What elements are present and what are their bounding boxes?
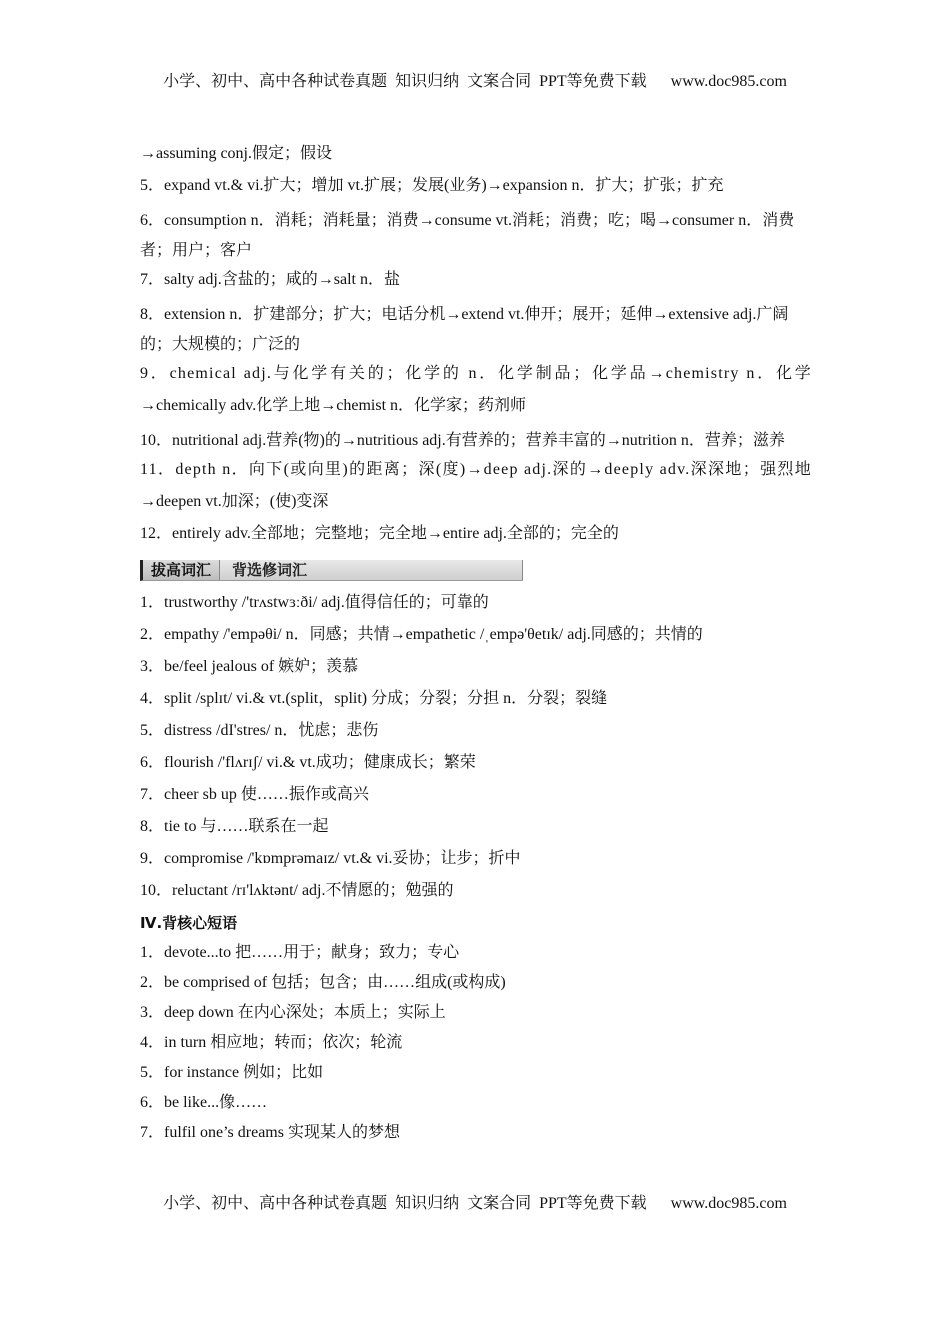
vocab-line: 9．chemical adj.与化学有关的；化学的 n．化学制品；化学品→chemistry n．化学 — [140, 365, 812, 382]
vocab-line: 6．consumption n．消耗；消耗量；消费→consume vt.消耗；消费；吃；喝→consumer n．消费者；用户；客户 — [140, 212, 795, 259]
vocab-line: 3．be/feel jealous of 嫉妒；羡慕 — [140, 658, 359, 675]
vocab-line: 11．depth n．向下(或向里)的距离；深(度)→deep adj.深的→deeply adv.深深地；强烈地 — [140, 461, 812, 478]
vocab-line: 12．entirely adv.全部地；完整地；完全地→entire adj.全部的；完全的 — [140, 525, 619, 542]
phrase-line: 4．in turn 相应地；转而；依次；轮流 — [140, 1034, 403, 1051]
banner-endcap — [522, 560, 523, 580]
vocab-line: 9．compromise /'kɒmprəmaɪz/ vt.& vi.妥协；让步；折中 — [140, 850, 521, 867]
vocab-line: 6．flourish /'flʌrɪʃ/ vi.& vt.成功；健康成长；繁荣 — [140, 754, 476, 771]
page-footer: 小学、初中、高中各种试卷真题 知识归纳 文案合同 PPT等免费下载 www.doc985.com — [163, 1195, 787, 1212]
page-header: 小学、初中、高中各种试卷真题 知识归纳 文案合同 PPT等免费下载 www.doc985.com — [163, 73, 787, 90]
banner-subtitle: 背选修词汇 — [232, 561, 308, 579]
phrase-line: 1．devote...to 把……用于；献身；致力；专心 — [140, 944, 460, 961]
phrase-line: 6．be like...像…… — [140, 1094, 268, 1111]
section-title: Ⅳ.背核心短语 — [140, 914, 238, 932]
vocab-line: 4．split /splɪt/ vi.& vt.(split，split) 分成；分裂；分担 n．分裂；裂缝 — [140, 690, 608, 707]
vocab-line: →chemically adv.化学上地→chemist n．化学家；药剂师 — [140, 397, 527, 414]
vocab-line: 5．distress /dI'stres/ n．忧虑；悲伤 — [140, 722, 379, 739]
vocab-line: 1．trustworthy /'trʌstwɜːði/ adj.值得信任的；可靠的 — [140, 594, 489, 611]
vocab-line: 10．reluctant /rɪ'lʌktənt/ adj.不情愿的；勉强的 — [140, 882, 454, 899]
section-banner — [140, 560, 523, 581]
phrase-line: 7．fulfil one’s dreams 实现某人的梦想 — [140, 1124, 400, 1141]
vocab-line: 5．expand vt.& vi.扩大；增加 vt.扩展；发展(业务)→expansion n．扩大；扩张；扩充 — [140, 177, 724, 194]
vocab-line: →assuming conj.假定；假设 — [140, 145, 332, 162]
vocab-line: 8．extension n．扩建部分；扩大；电话分机→extend vt.伸开；展开；延伸→extensive adj.广阔的；大规模的；广泛的 — [140, 306, 789, 353]
phrase-line: 3．deep down 在内心深处；本质上；实际上 — [140, 1004, 446, 1021]
phrase-line: 2．be comprised of 包括；包含；由……组成(或构成) — [140, 974, 506, 991]
vocab-line: 7．salty adj.含盐的；咸的→salt n．盐 — [140, 271, 400, 288]
vocab-line: 7．cheer sb up 使……振作或高兴 — [140, 786, 369, 803]
document-body — [140, 142, 812, 1151]
phrase-line: 5．for instance 例如；比如 — [140, 1064, 324, 1081]
banner-tag: 拔高词汇 — [143, 560, 220, 580]
vocab-line: 8．tie to 与……联系在一起 — [140, 818, 329, 835]
vocab-line: 2．empathy /'empəθi/ n．同感；共情→empathetic /ˌempə'θetɪk/ adj.同感的；共情的 — [140, 626, 703, 643]
vocab-line: 10．nutritional adj.营养(物)的→nutritious adj.有营养的；营养丰富的→nutrition n．营养；滋养 — [140, 432, 785, 449]
vocab-line: →deepen vt.加深；(使)变深 — [140, 493, 329, 510]
